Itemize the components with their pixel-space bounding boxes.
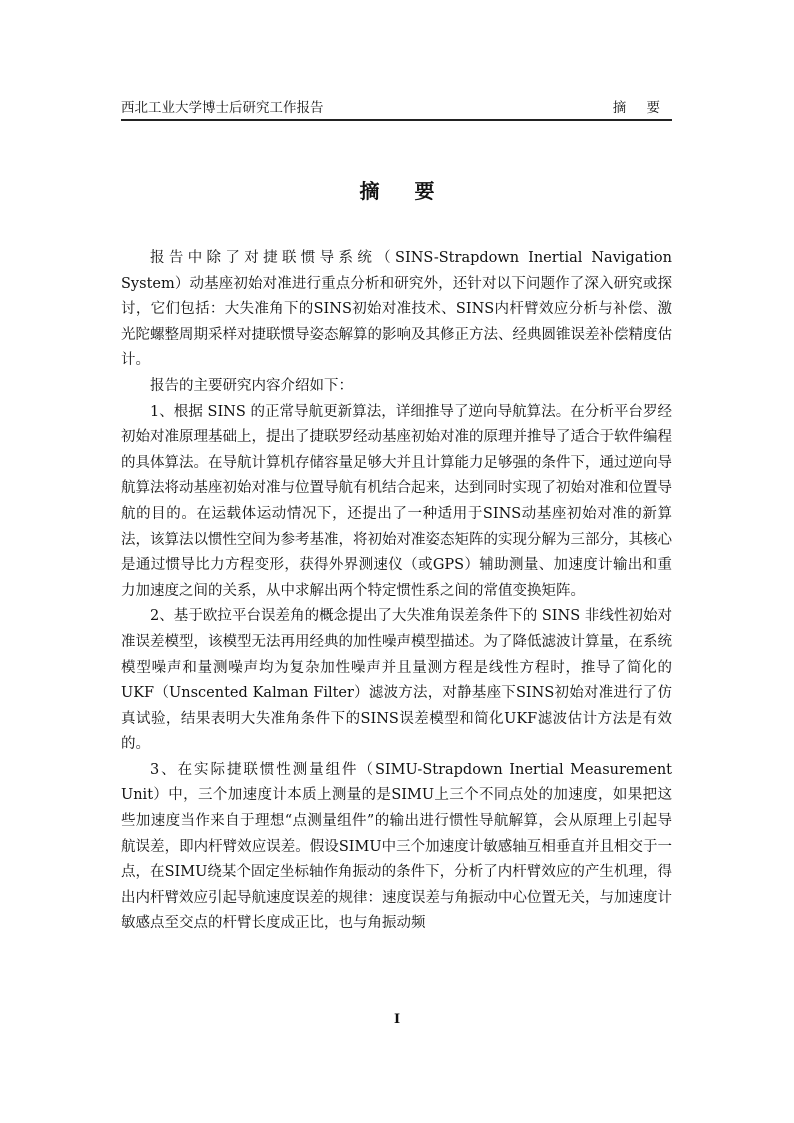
abstract-body (121, 246, 672, 937)
page-title: 摘 要 (359, 179, 449, 203)
page-header (121, 97, 672, 121)
header-section: 摘 要 (612, 100, 668, 116)
paragraph-overview: 报告的主要研究内容介绍如下： (150, 377, 353, 394)
paragraph-item-2: 2、基于欧拉平台误差角的概念提出了大失准角误差条件下的 SINS 非线性初始对准误差模型，该模型无法再用经典的加性噪声模型描述。为了降低滤波计算量，在系统模型噪声和量测噪声均为复杂加性噪声并且量测方程是线性方程时，推导了简化的UKF（Unscented Kalman Filter）滤波方法，对静基座下SINS初始对准进行了仿真试验，结果表明大失准角条件下的SINS误差模型和简化UKF滤波估计方法是有效的。 (121, 608, 672, 753)
paragraph-intro: 报告中除了对捷联惯导系统（SINS-Strapdown Inertial Navigation System）动基座初始对准进行重点分析和研究外，还针对以下问题作了深入研究或探讨，它们包括：大失准角下的SINS初始对准技术、SINS内杆臂效应分析与补偿、激光陀螺整周期采样对捷联惯导姿态解算的影响及其修正方法、经典圆锥误差补偿精度估计。 (121, 250, 672, 369)
paragraph-item-1: 1、根据 SINS 的正常导航更新算法，详细推导了逆向导航算法。在分析平台罗经初始对准原理基础上，提出了捷联罗经动基座初始对准的原理并推导了适合于软件编程的具体算法。在导航计算机存储容量足够大并且计算能力足够强的条件下，通过逆向导航算法将动基座初始对准与位置导航有机结合起来，达到同时实现了初始对准和位置导航的目的。在运载体运动情况下，还提出了一种适用于SINS动基座初始对准的新算法，该算法以惯性空间为参考基准，将初始对准姿态矩阵的实现分解为三部分，其核心是通过惯导比力方程变形，获得外界测速仪（或GPS）辅助测量、加速度计输出和重力加速度之间的关系，从中求解出两个特定惯性系之间的常值变换矩阵。 (121, 403, 672, 599)
page-number: I (393, 1012, 401, 1027)
header-institution: 西北工业大学博士后研究工作报告 (121, 100, 324, 116)
paragraph-item-3: 3、在实际捷联惯性测量组件（SIMU-Strapdown Inertial Measurement Unit）中，三个加速度计本质上测量的是SIMU上三个不同点处的加速度，如果把这些加速度当作来自于理想“点测量组件”的输出进行惯性导航解算，会从原理上引起导航误差，即内杆臂效应误差。假设SIMU中三个加速度计敏感轴互相垂直并且相交于一点，在SIMU绕某个固定坐标轴作角振动的条件下，分析了内杆臂效应的产生机理，得出内杆臂效应引起导航速度误差的规律：速度误差与角振动中心位置无关，与加速度计敏感点至交点的杆臂长度成正比，也与角振动频 (121, 761, 672, 932)
